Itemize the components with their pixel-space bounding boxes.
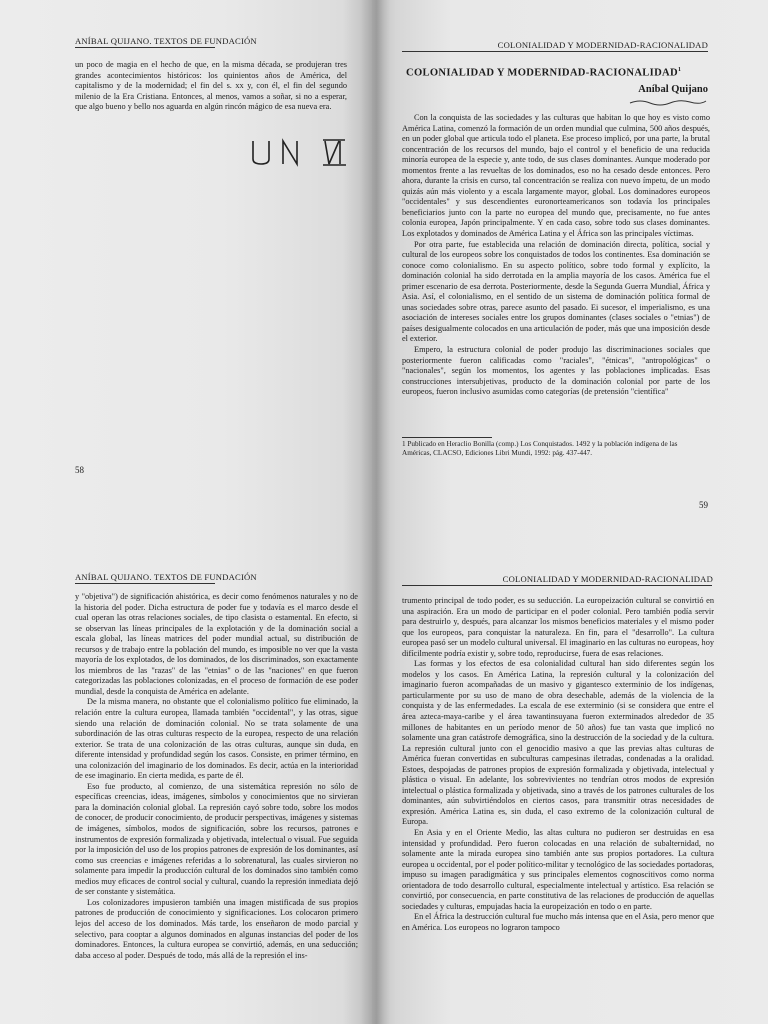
page-59 (372, 0, 768, 512)
page-number: 58 (75, 465, 84, 475)
page-59-text (402, 113, 710, 398)
paragraph: En el África la destrucción cultural fue mucho más intensa que en el Asia, pero menor que en América. Los europeos no lograron tampoco (402, 912, 714, 932)
book-gutter (360, 0, 390, 512)
header-rule (402, 51, 708, 52)
running-head-left: ANÍBAL QUIJANO. TEXTOS DE FUNDACIÓN (75, 572, 257, 582)
footnote-rule (402, 437, 492, 438)
handwritten-annotation (245, 137, 365, 167)
paragraph: Eso fue producto, al comienzo, de una sistemática represión no sólo de específicas creencias, ideas, imágenes, símbolos y conocimientos que no sirvieran para la dominación colonial global. La represión cayó sobre todo, sobre los modos de conocer, de producir conocimiento, de producir perspectivas, imágenes y sistemas de imágenes, símbolos, modos de significación, sobre los recursos, patrones e instrumentos de expresión formalizada y objetivada, intelectual o visual. Fue seguida por la imposición del uso de los propios patrones de expresión de los dominantes, así como sus creencias e imágenes referidas a lo sobrenatural, las cuales sirvieron no solamente para impedir la producción cultural de los dominados sino también como medios muy eficaces de control social y cultural, cuando la represión inmediata dejó de ser constante y sistemática. (75, 781, 358, 897)
page-61-text (402, 596, 714, 934)
paragraph: Por otra parte, fue establecida una relación de dominación directa, política, social y cultural de los europeos sobre los conquistados de todos los continentes. Esa dominación se conoce como colonialismo. En su aspecto político, sobre todo formal y explícito, la dominación colonial ha sido derrotada en la amplia mayoría de los casos. América fue el primer escenario de esa derrota. Posteriormente, desde la Segunda Guerra Mundial, África y Asia. Así, el colonialismo, en el sentido de un sistema de dominación política formal de unas sociedades sobre otras, parece asunto del pasado. Ei sucesor, el imperialismo, es una asociación de intereses sociales entre los grupos dominantes (clases sociales o "etnias") de países desigualmente colocados en una articulación de poder, más que una imposición desde el exterior. (402, 239, 710, 344)
paragraph: un poco de magia en el hecho de que, en la misma década, se produjeran tres grandes acontecimientos históricos: los quinientos años de América, del capitalismo y de la modernidad; el fin del s. xx y, con él, el fin del segundo milenio de la Era Cristiana. Entonces, al menos, vamos a soñar, si no a esperar, que algo bueno y bello nos aguarda en algún rincón mágico de esa nueva era. (75, 60, 347, 112)
page-60-text (75, 592, 358, 961)
paragraph: Empero, la estructura colonial de poder produjo las discriminaciones sociales que posteriormente fueron calificadas como "raciales", "étnicas", "antropológicas" o "nacionales", según los momentos, los agentes y las poblaciones implicadas. Esas construcciones intersubjetivas, producto de la dominación colonial por parte de los europeos, fueron inclusivo asumidas como categorías (de pretensión "científica" (402, 345, 710, 397)
running-head-left: ANÍBAL QUIJANO. TEXTOS DE FUNDACIÓN (75, 36, 257, 46)
paragraph: De la misma manera, no obstante que el colonialismo político fue eliminado, la relación entre la cultura europea, llamada también "occidental", y las otras, sigue siendo una relación de dominación colonial. No se trata solamente de una subordinación de las otras culturas respecto de la europea, respecto de una relación exterior. Se trata de una colonización de las otras culturas, aunque sin duda, en diferente intensidad y profundidad según los casos. Consiste, en primer término, en una colonización del imaginario de los dominados. Es decir, actúa en la interioridad de ese imaginario. En cierta medida, es parte de él. (75, 697, 358, 781)
footnote: 1 Publicado en Heraclio Bonilla (comp.) Los Conquistados. 1492 y la población indígena de las Américas, CLACSO, Ediciones Libri Mundi, 1992: pág. 437-447. (402, 440, 678, 457)
paragraph: y "objetiva") de significación ahistórica, es decir como fenómenos naturales y no de la historia del poder. Dicha estructura de poder fue y todavía es el marco desde el cual operan las otras relaciones sociales, de tipo clasista o estamental. En efecto, si se observan las líneas principales de la explotación y de la dominación social a escala global, las líneas matrices del poder mundial actual, su distribución de recursos y de trabajo entre la población del mundo, es imposible no ver que la vasta mayoría de los explotados, de los dominados, de los discriminados, son exactamente los miembros de las "razas" de las "etnias" o de las "naciones" en que fueron categorizadas las poblaciones colonizadas, en el proceso de formación de ese poder mundial, desde la conquista de América en adelante. (75, 592, 358, 696)
page-60 (0, 512, 372, 1024)
running-head-right: COLONIALIDAD Y MODERNIDAD-RACIONALIDAD (502, 574, 713, 584)
page-61 (372, 512, 768, 1024)
paragraph: trumento principal de todo poder, es su seducción. La europeización cultural se convirtió en una aspiración. Era un modo de participar en el poder colonial. Pero también podía servir para destruirlo y, después, para alcanzar los mismos beneficios materiales y el mismo poder que los europeos, para conquistar la naturaleza. En fin, para el "desarrollo". La cultura europea pasó ser un modelo cultural universal. El imaginario en las culturas no europeas, hoy difícilmente podría existir y, sobre todo, reproducirse, fuera de esas relaciones. (402, 596, 714, 658)
author-underline-squiggle (628, 98, 708, 106)
page-number: 59 (699, 500, 708, 510)
header-rule (402, 585, 712, 586)
footnote-mark: 1 (677, 67, 682, 73)
author-name: Aníbal Quijano (638, 84, 708, 95)
paragraph: Los colonizadores impusieron también una imagen mistificada de sus propios patrones de producción de conocimiento y significaciones. Los colocaron primero lejos del acceso de los dominados. Más tarde, los enseñaron de modo parcial y selectivo, para cooptar a algunos dominados en algunas instancias del poder de los dominadores. Entonces, la cultura europea se convirtió, además, en una seducción; daba acceso al poder. Después de todo, más allá de la represión el ins- (75, 897, 358, 960)
paragraph: En Asia y en el Oriente Medio, las altas cultura no pudieron ser destruidas en esa intensidad y profundidad. Pero fueron colocadas en una relación de subalternidad, no solamente ante la mirada europea sino también ante sus propios portadores. La cultura europea u occidental, por el poder político-militar y tecnológico de las sociedades portadoras, impuso su imagen paradigmática y sus principales elementos cognoscitivos como norma orientadora de todo desarrollo cultural, especialmente intelectual y artístico. Esa relación se convirtió, por consecuencia, en parte constitutiva de las relaciones de producción de aquellas sociedades y culturas, empujadas hacia la europeización en todo o en parte. (402, 828, 714, 911)
article-title (406, 67, 681, 79)
article-title-text: COLONIALIDAD Y MODERNIDAD-RACIONALIDAD (406, 67, 678, 79)
page-58-text (75, 60, 347, 113)
spread-bottom (0, 512, 768, 1024)
page-58 (0, 0, 372, 512)
header-rule (75, 47, 215, 48)
paragraph: Con la conquista de las sociedades y las culturas que habitan lo que hoy es visto como América Latina, comenzó la formación de un orden mundial que culmina, 500 años después, en un poder global que articula todo el planeta. Ese proceso implicó, por una parte, la brutal concentración de los recursos del mundo, bajo el control y el beneficio de una reducida minoría europea de la especie y, ante todo, de sus clases dominantes. Aunque moderado por momentos frente a las revueltas de los dominados, eso no ha cesado desde entonces. Pero ahora, durante la crisis en curso, tal concentración se realiza con nuevo ímpetu, de un modo quizás aún más violento y a escala largamente mayor, global. Los dominadores europeos "occidentales" y sus descendientes euronorteamericanos son todavía los principales beneficiarios junto con la parte no europea del mundo que, precisamente, no fue antes colonia europea, Japón principalmente. Y en cada caso, sobre todo sus clases dominantes. Los explotados y dominados de América Latina y el África son las principales víctimas. (402, 113, 710, 239)
running-head-right: COLONIALIDAD Y MODERNIDAD-RACIONALIDAD (497, 40, 708, 50)
paragraph: Las formas y los efectos de esa colonialidad cultural han sido diferentes según los modelos y los casos. En América Latina, la represión cultural y la colonización del imaginario fueron acompañadas de un masivo y gigantesco exterminio de los indígenas, particularmente por su uso de mano de obra desechable, además de la violencia de la conquista y de las enfermedades. La escala de ese exterminio (si se considera que entre el área azteca-maya-caribe y el área tawantinsuyana fueron exterminados alrededor de 35 millones de habitantes en un período menor de 50 años) fue tan vasta que implicó no solamente una gran catástrofe demográfica, sino la destrucción de la sociedad y de la cultura. La represión cultural junto con el genocidio masivo a que las previas altas culturas de América fueran convertidas en subculturas campesinas iletradas, condenadas a la oralidad. Estoes, despojadas de patrones propios de expresión formalizada y objetivada, intelectual y plástica o visual. En adelante, los sobrevivientes no tendrían otros modos de expresión intelectual o plástica formalizada y objetivada, sino a través de los patrones culturales de los dominantes, aún subvirtiéndolos en ciertos casos, para transmitir otras necesidades de expresión. América Latina es, sin duda, el caso extremo de la colonización cultural de Europa. (402, 659, 714, 827)
book-gutter (360, 512, 390, 1024)
header-rule (75, 583, 215, 584)
